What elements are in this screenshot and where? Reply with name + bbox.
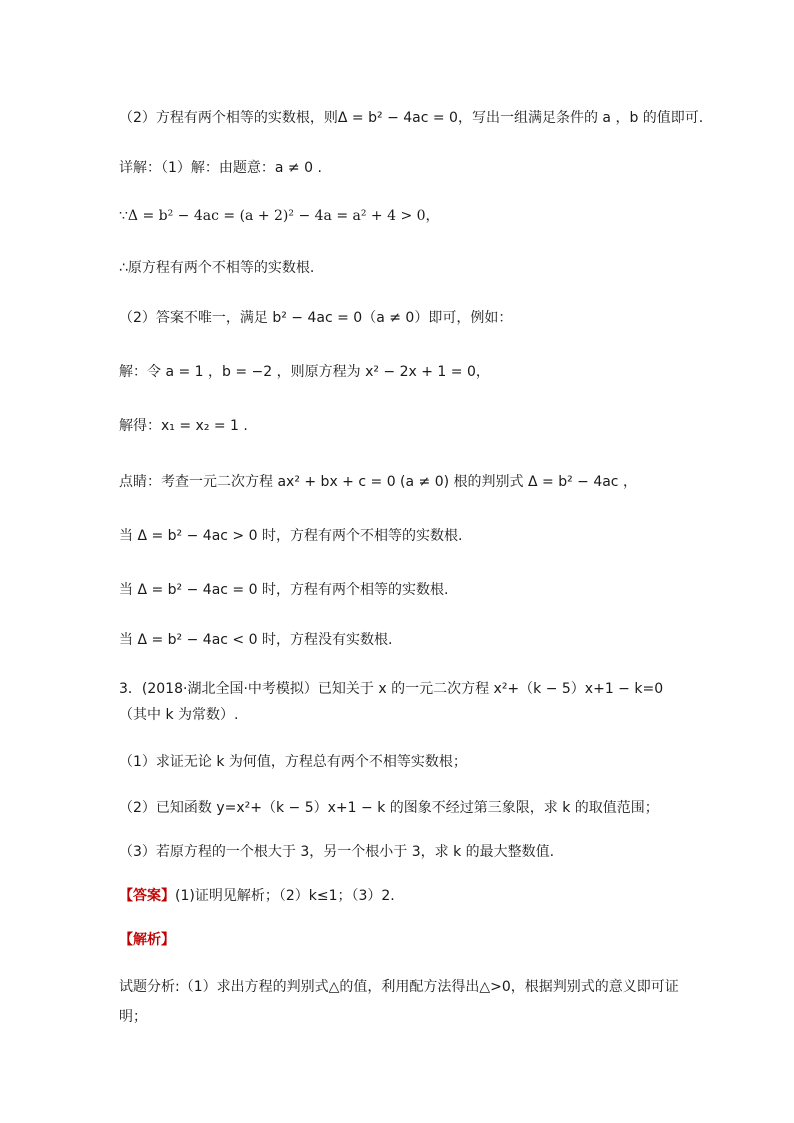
part2-condition: （2）方程有两个相等的实数根，则Δ = b² − 4ac = 0，写出一组满足条件的 a ，b 的值即可.	[119, 110, 704, 126]
solution: 解得：x₁ = x₂ = 1 .	[119, 418, 248, 434]
detail-start: 详解：（1）解：由题意：a ≠ 0 .	[119, 160, 322, 176]
example: 解：令 a = 1 ，b = −2 ，则原方程为 x² − 2x + 1 = 0，	[119, 364, 490, 380]
analysis-text: 试题分析:（1）求出方程的判别式△的值，利用配方法得出△>0，根据判别式的意义即可证明；	[119, 979, 679, 1025]
answer-line	[119, 886, 395, 906]
analysis-label: 【解析】	[119, 932, 175, 948]
case-negative: 当 Δ = b² − 4ac < 0 时，方程没有实数根.	[119, 632, 393, 648]
case-positive: 当 Δ = b² − 4ac > 0 时，方程有两个不相等的实数根.	[119, 528, 463, 544]
answer-text: (1)证明见解析；（2）k≤1；（3）2.	[175, 888, 395, 904]
answer-label: 【答案】	[119, 888, 175, 904]
part2-answer: （2）答案不唯一，满足 b² − 4ac = 0（a ≠ 0）即可，例如：	[119, 310, 513, 326]
q3-part1: （1）求证无论 k 为何值，方程总有两个不相等实数根；	[119, 754, 467, 770]
analysis-line	[119, 930, 175, 950]
conclusion-1: ∴原方程有两个不相等的实数根.	[119, 260, 315, 276]
case-zero: 当 Δ = b² − 4ac = 0 时，方程有两个相等的实数根.	[119, 582, 449, 598]
discriminant-calc: ∵Δ = b² − 4ac = (a + 2)² − 4a = a² + 4 > 0，	[119, 208, 440, 224]
question-3: 3．(2018·湖北全国·中考模拟）已知关于 x 的一元二次方程 x²+（k − 5）x+1 − k=0（其中 k 为常数）.	[119, 681, 664, 723]
q3-part2: （2）已知函数 y=x²+（k − 5）x+1 − k 的图象不经过第三象限，求 k 的取值范围；	[119, 800, 659, 816]
q3-part3: （3）若原方程的一个根大于 3，另一个根小于 3，求 k 的最大整数值.	[119, 844, 555, 860]
comment: 点睛：考查一元二次方程 ax² + bx + c = 0 (a ≠ 0) 根的判别式 Δ = b² − 4ac ，	[119, 474, 637, 490]
